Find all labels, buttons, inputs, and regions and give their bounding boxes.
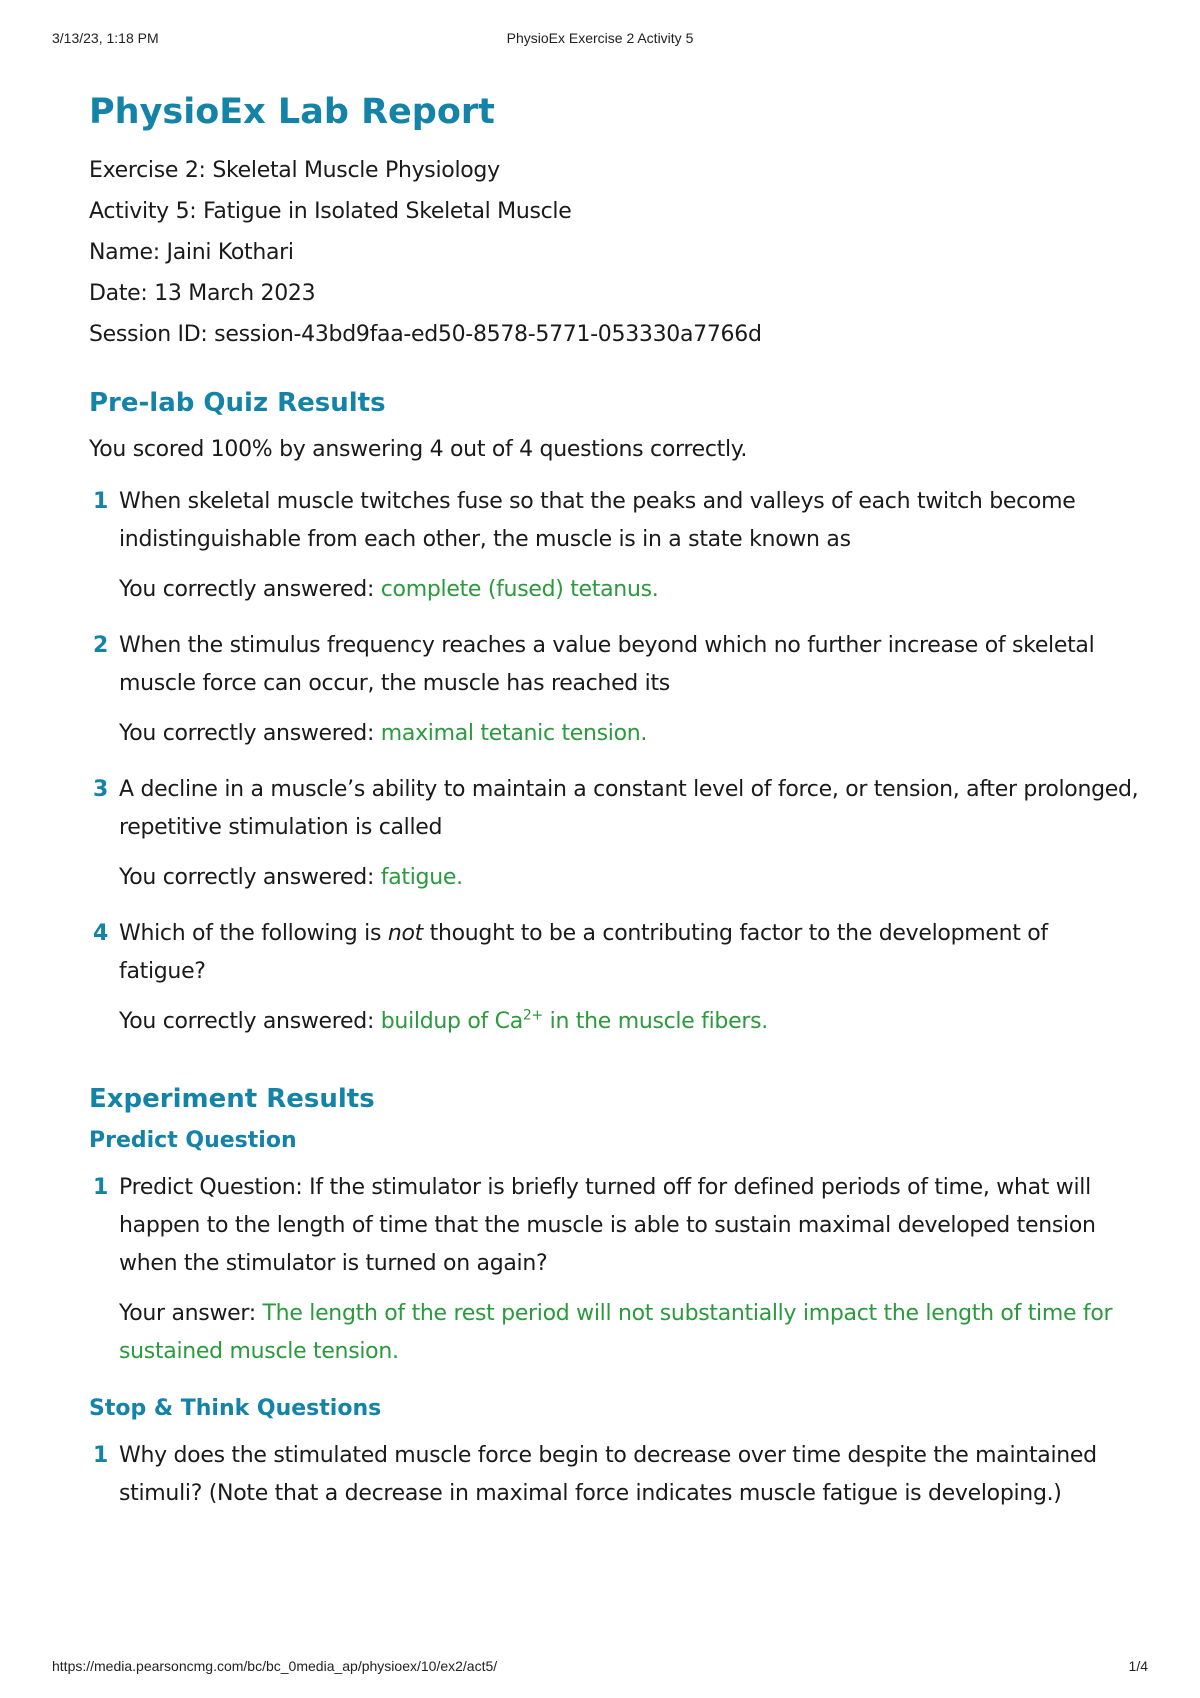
answer-prefix: You correctly answered: <box>119 577 381 602</box>
answer-superscript: 2+ <box>522 1007 543 1024</box>
question-text <box>119 921 1048 984</box>
question-text: Why does the stimulated muscle force begin to decrease over time despite the maintained stimuli? (Note that a decrease in maximal force indicates muscle fatigue is developing.) <box>119 1443 1097 1506</box>
stop-think-question <box>89 1437 1139 1513</box>
question-text: When skeletal muscle twitches fuse so that the peaks and valleys of each twitch become indistinguishable from each other, the muscle is in a state known as <box>119 489 1076 552</box>
answer-value: The length of the rest period will not substantially impact the length of time for sustained muscle tension. <box>119 1301 1113 1364</box>
answer-prefix: Your answer: <box>119 1301 263 1326</box>
answer-part: in the muscle fibers. <box>542 1009 768 1034</box>
question-number: 3 <box>93 777 109 802</box>
answer-prefix: You correctly answered: <box>119 865 381 890</box>
question-number: 1 <box>93 489 109 514</box>
prelab-answer <box>89 571 1139 609</box>
print-page-number: 1/4 <box>1128 1658 1148 1674</box>
question-text-part: thought to be a contributing factor to the development of fatigue? <box>119 921 1048 984</box>
print-url: https://media.pearsoncmg.com/bc/bc_0media_ap/physioex/10/ex2/act5/ <box>52 1658 498 1674</box>
date-line: Date: 13 March 2023 <box>89 281 316 306</box>
question-text-part: Which of the following is <box>119 921 388 946</box>
predict-answer <box>89 1295 1139 1371</box>
experiment-heading: Experiment Results <box>89 1084 375 1114</box>
answer-value <box>381 1009 768 1034</box>
prelab-answer <box>89 715 1139 753</box>
prelab-score: You scored 100% by answering 4 out of 4 questions correctly. <box>89 437 748 462</box>
question-number: 2 <box>93 633 109 658</box>
prelab-question <box>89 915 1139 991</box>
answer-value: fatigue. <box>380 865 463 890</box>
prelab-answer <box>89 859 1139 897</box>
answer-part: buildup of Ca <box>380 1009 523 1034</box>
prelab-heading: Pre-lab Quiz Results <box>89 388 386 418</box>
prelab-question <box>89 771 1139 847</box>
report-title: PhysioEx Lab Report <box>89 92 495 132</box>
prelab-question <box>89 627 1139 703</box>
question-number: 4 <box>93 921 109 946</box>
activity-line: Activity 5: Fatigue in Isolated Skeletal Muscle <box>89 199 572 224</box>
predict-heading: Predict Question <box>89 1128 297 1153</box>
stop-think-heading: Stop & Think Questions <box>89 1396 382 1421</box>
name-line: Name: Jaini Kothari <box>89 240 294 265</box>
print-title: PhysioEx Exercise 2 Activity 5 <box>506 30 694 46</box>
answer-value: maximal tetanic tension. <box>380 721 648 746</box>
predict-question <box>89 1169 1139 1283</box>
question-number: 1 <box>93 1443 109 1468</box>
prelab-question <box>89 483 1139 559</box>
report-content <box>89 88 1139 1513</box>
question-emphasis: not <box>387 921 423 946</box>
answer-value: complete (fused) tetanus. <box>380 577 659 602</box>
answer-prefix: You correctly answered: <box>119 1009 381 1034</box>
answer-prefix: You correctly answered: <box>119 721 381 746</box>
question-text: When the stimulus frequency reaches a value beyond which no further increase of skeletal muscle force can occur, the muscle has reached its <box>119 633 1095 696</box>
question-text: Predict Question: If the stimulator is briefly turned off for defined periods of time, what will happen to the length of time that the muscle is able to sustain maximal developed tension when the stimulator is turned on again? <box>119 1175 1096 1276</box>
exercise-line: Exercise 2: Skeletal Muscle Physiology <box>89 158 500 183</box>
print-datetime: 3/13/23, 1:18 PM <box>52 30 159 46</box>
prelab-answer <box>89 1003 1139 1041</box>
report-meta <box>89 150 1139 355</box>
question-number: 1 <box>93 1175 109 1200</box>
session-line: Session ID: session-43bd9faa-ed50-8578-5771-053330a7766d <box>89 322 762 347</box>
question-text: A decline in a muscle’s ability to maintain a constant level of force, or tension, after prolonged, repetitive stimulation is called <box>119 777 1139 840</box>
